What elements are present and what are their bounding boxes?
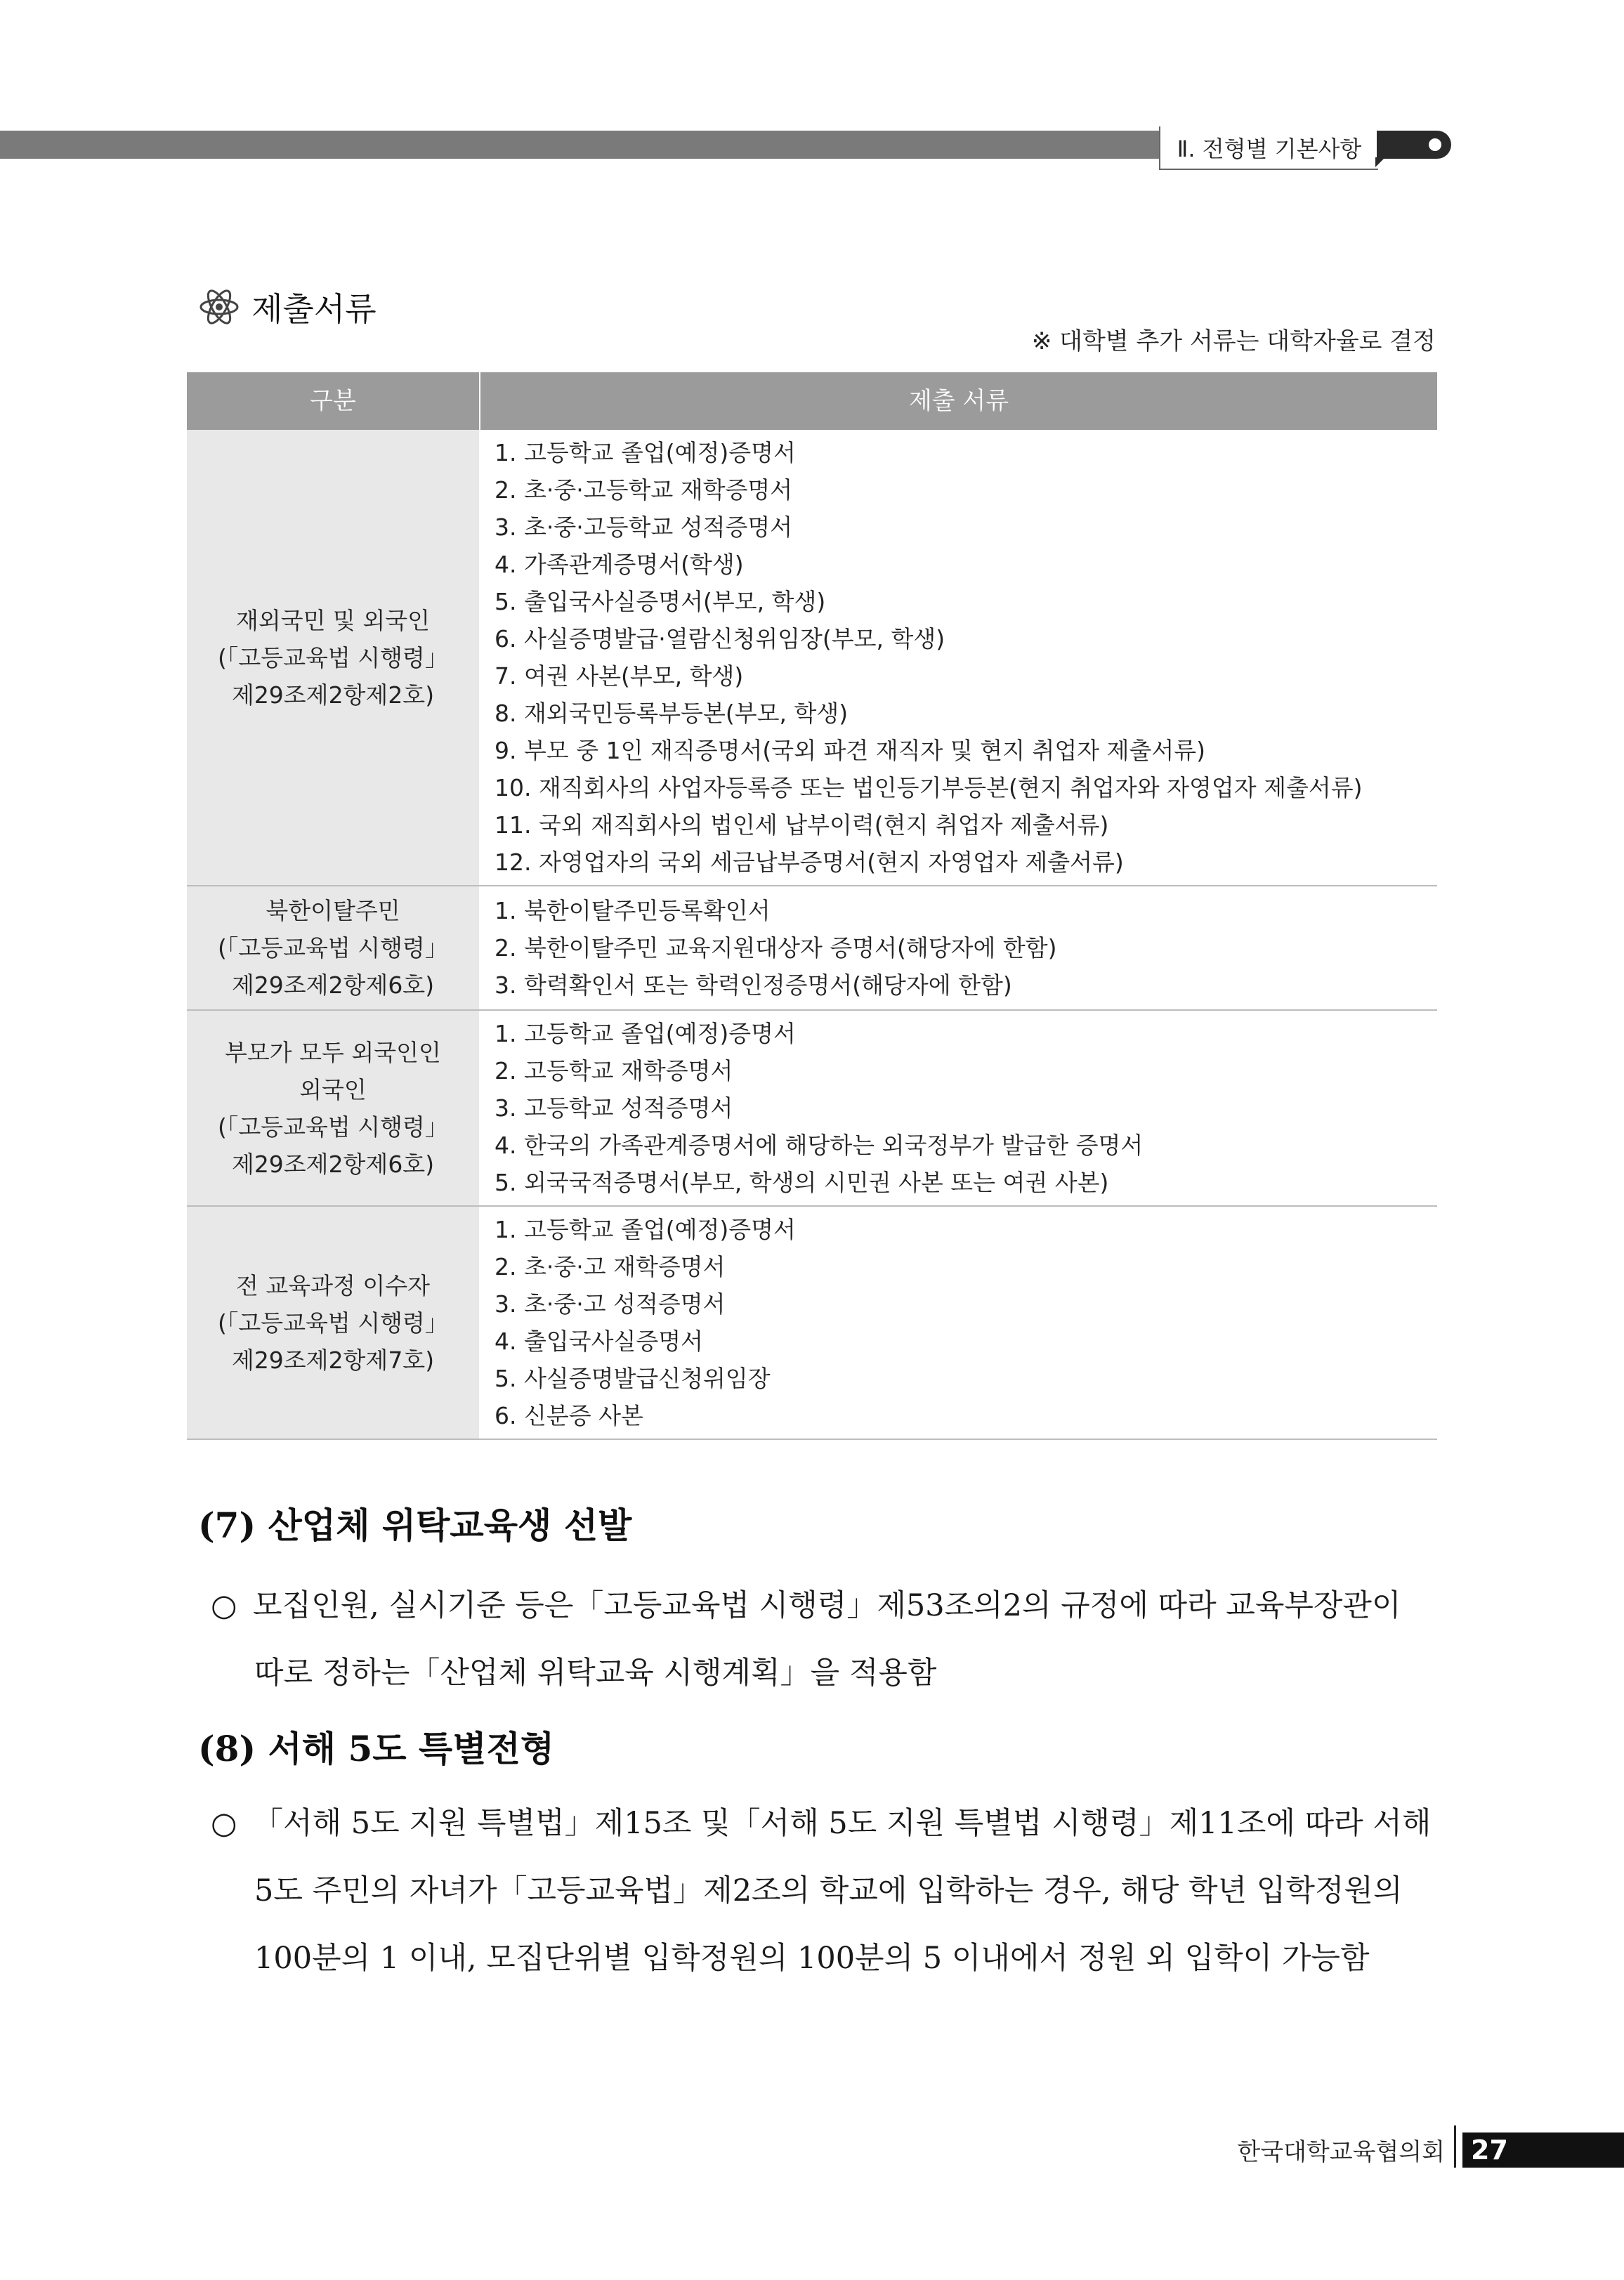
chapter-label: Ⅱ. 전형별 기본사항 <box>1159 126 1378 170</box>
document-item: 2. 고등학교 재학증명서 <box>495 1057 733 1085</box>
document-item: 5. 사실증명발급신청위임장 <box>495 1365 771 1392</box>
category-line: 부모가 모두 외국인인 <box>225 1038 441 1066</box>
category-line: (「고등교육법 시행령」 <box>218 643 448 671</box>
category-line: 외국인 <box>299 1075 367 1103</box>
document-item: 7. 여권 사본(부모, 학생) <box>495 662 744 690</box>
documents-cell <box>480 1206 1437 1439</box>
dot-icon <box>1429 138 1441 151</box>
paragraph-line <box>211 1790 1440 1857</box>
document-item: 1. 북한이탈주민등록확인서 <box>495 897 771 924</box>
category-cell <box>187 430 480 886</box>
documents-cell <box>480 886 1437 1010</box>
table-row <box>187 1010 1437 1206</box>
header-documents: 제출 서류 <box>480 372 1437 430</box>
category-cell <box>187 1206 480 1439</box>
document-item: 5. 출입국사실증명서(부모, 학생) <box>495 588 826 615</box>
document-item: 2. 북한이탈주민 교육지원대상자 증명서(해당자에 한함) <box>495 934 1057 962</box>
document-item: 4. 한국의 가족관계증명서에 해당하는 외국정부가 발급한 증명서 <box>495 1132 1144 1159</box>
section-note: ※ 대학별 추가 서류는 대학자율로 결정 <box>1031 327 1436 355</box>
category-cell <box>187 1010 480 1206</box>
document-item: 1. 고등학교 졸업(예정)증명서 <box>495 1020 796 1047</box>
document-item: 1. 고등학교 졸업(예정)증명서 <box>495 1216 796 1243</box>
document-item: 3. 초·중·고 성적증명서 <box>495 1290 726 1318</box>
documents-table <box>187 372 1437 1440</box>
document-item: 2. 초·중·고 재학증명서 <box>495 1253 726 1280</box>
table-row <box>187 1206 1437 1439</box>
header-bar <box>0 131 1159 159</box>
paragraph-line: 100분의 1 이내, 모집단위별 입학정원의 100분의 5 이내에서 정원 외 입학이 가능함 <box>254 1941 1370 1976</box>
header-category: 구분 <box>187 372 480 430</box>
document-item: 9. 부모 중 1인 재직증명서(국외 파견 재직자 및 현지 취업자 제출서류) <box>495 737 1205 764</box>
circle-bullet: ○ <box>211 1588 237 1623</box>
paragraph-line: 5도 주민의 자녀가「고등교육법」제2조의 학교에 입학하는 경우, 해당 학년 입학정원의 <box>254 1873 1403 1908</box>
footer-divider <box>1454 2125 1456 2168</box>
document-item: 10. 재직회사의 사업자등록증 또는 법인등기부등본(현지 취업자와 자영업자 제출서류) <box>495 774 1363 801</box>
category-line: 제29조제2항제6호) <box>231 1150 435 1178</box>
page-number: 27 <box>1462 2132 1624 2168</box>
category-line: 재외국민 및 외국인 <box>235 606 430 634</box>
heading-west-sea-islands: (8) 서해 5도 특별전형 <box>198 1728 555 1769</box>
category-line: 제29조제2항제2호) <box>231 681 435 709</box>
chapter-tab-decoration <box>1377 131 1451 159</box>
document-item: 6. 사실증명발급·열람신청위임장(부모, 학생) <box>495 625 945 653</box>
document-item: 2. 초·중·고등학교 재학증명서 <box>495 476 793 504</box>
document-item: 4. 출입국사실증명서 <box>495 1328 703 1355</box>
circle-bullet: ○ <box>211 1806 237 1841</box>
document-item: 5. 외국국적증명서(부모, 학생의 시민권 사본 또는 여권 사본) <box>495 1169 1109 1196</box>
paragraph-text: 「서해 5도 지원 특별법」제15조 및「서해 5도 지원 특별법 시행령」제11조에 따라 서해 <box>253 1806 1432 1841</box>
table-row <box>187 886 1437 1010</box>
paragraph-line: 따로 정하는「산업체 위탁교육 시행계획」을 적용함 <box>254 1656 937 1691</box>
paragraph-line <box>211 1572 1440 1639</box>
category-line: (「고등교육법 시행령」 <box>218 934 448 962</box>
document-item: 3. 초·중·고등학교 성적증명서 <box>495 513 793 541</box>
paragraph-industrial-trainee <box>211 1572 1440 1707</box>
section-heading <box>198 284 376 330</box>
heading-industrial-trainee: (7) 산업체 위탁교육생 선발 <box>198 1505 632 1546</box>
document-item: 3. 학력확인서 또는 학력인정증명서(해당자에 한함) <box>495 971 1012 999</box>
documents-cell <box>480 1010 1437 1206</box>
document-item: 11. 국외 재직회사의 법인세 납부이력(현지 취업자 제출서류) <box>495 811 1109 839</box>
category-line: (「고등교육법 시행령」 <box>218 1309 448 1337</box>
document-item: 8. 재외국민등록부등본(부모, 학생) <box>495 700 849 727</box>
tab-tail <box>1375 157 1385 167</box>
section-title: 제출서류 <box>251 290 376 328</box>
atom-icon <box>198 286 240 328</box>
document-item: 6. 신분증 사본 <box>495 1402 643 1429</box>
table-header-row <box>187 372 1437 430</box>
paragraph-text: 모집인원, 실시기준 등은「고등교육법 시행령」제53조의2의 규정에 따라 교육부장관이 <box>253 1588 1401 1623</box>
category-line: 제29조제2항제6호) <box>231 971 435 999</box>
document-item: 4. 가족관계증명서(학생) <box>495 551 744 578</box>
paragraph-west-sea-islands <box>211 1790 1440 1992</box>
documents-cell <box>480 430 1437 886</box>
category-line: (「고등교육법 시행령」 <box>218 1113 448 1141</box>
table-row <box>187 430 1437 886</box>
document-item: 1. 고등학교 졸업(예정)증명서 <box>495 439 796 466</box>
category-line: 제29조제2항제7호) <box>231 1346 435 1374</box>
category-line: 전 교육과정 이수자 <box>235 1271 430 1299</box>
footer-organization: 한국대학교육협의회 <box>1237 2138 1445 2166</box>
document-item: 3. 고등학교 성적증명서 <box>495 1094 733 1122</box>
category-line: 북한이탈주민 <box>266 897 400 924</box>
document-item: 12. 자영업자의 국외 세금납부증명서(현지 자영업자 제출서류) <box>495 849 1124 876</box>
category-cell <box>187 886 480 1010</box>
